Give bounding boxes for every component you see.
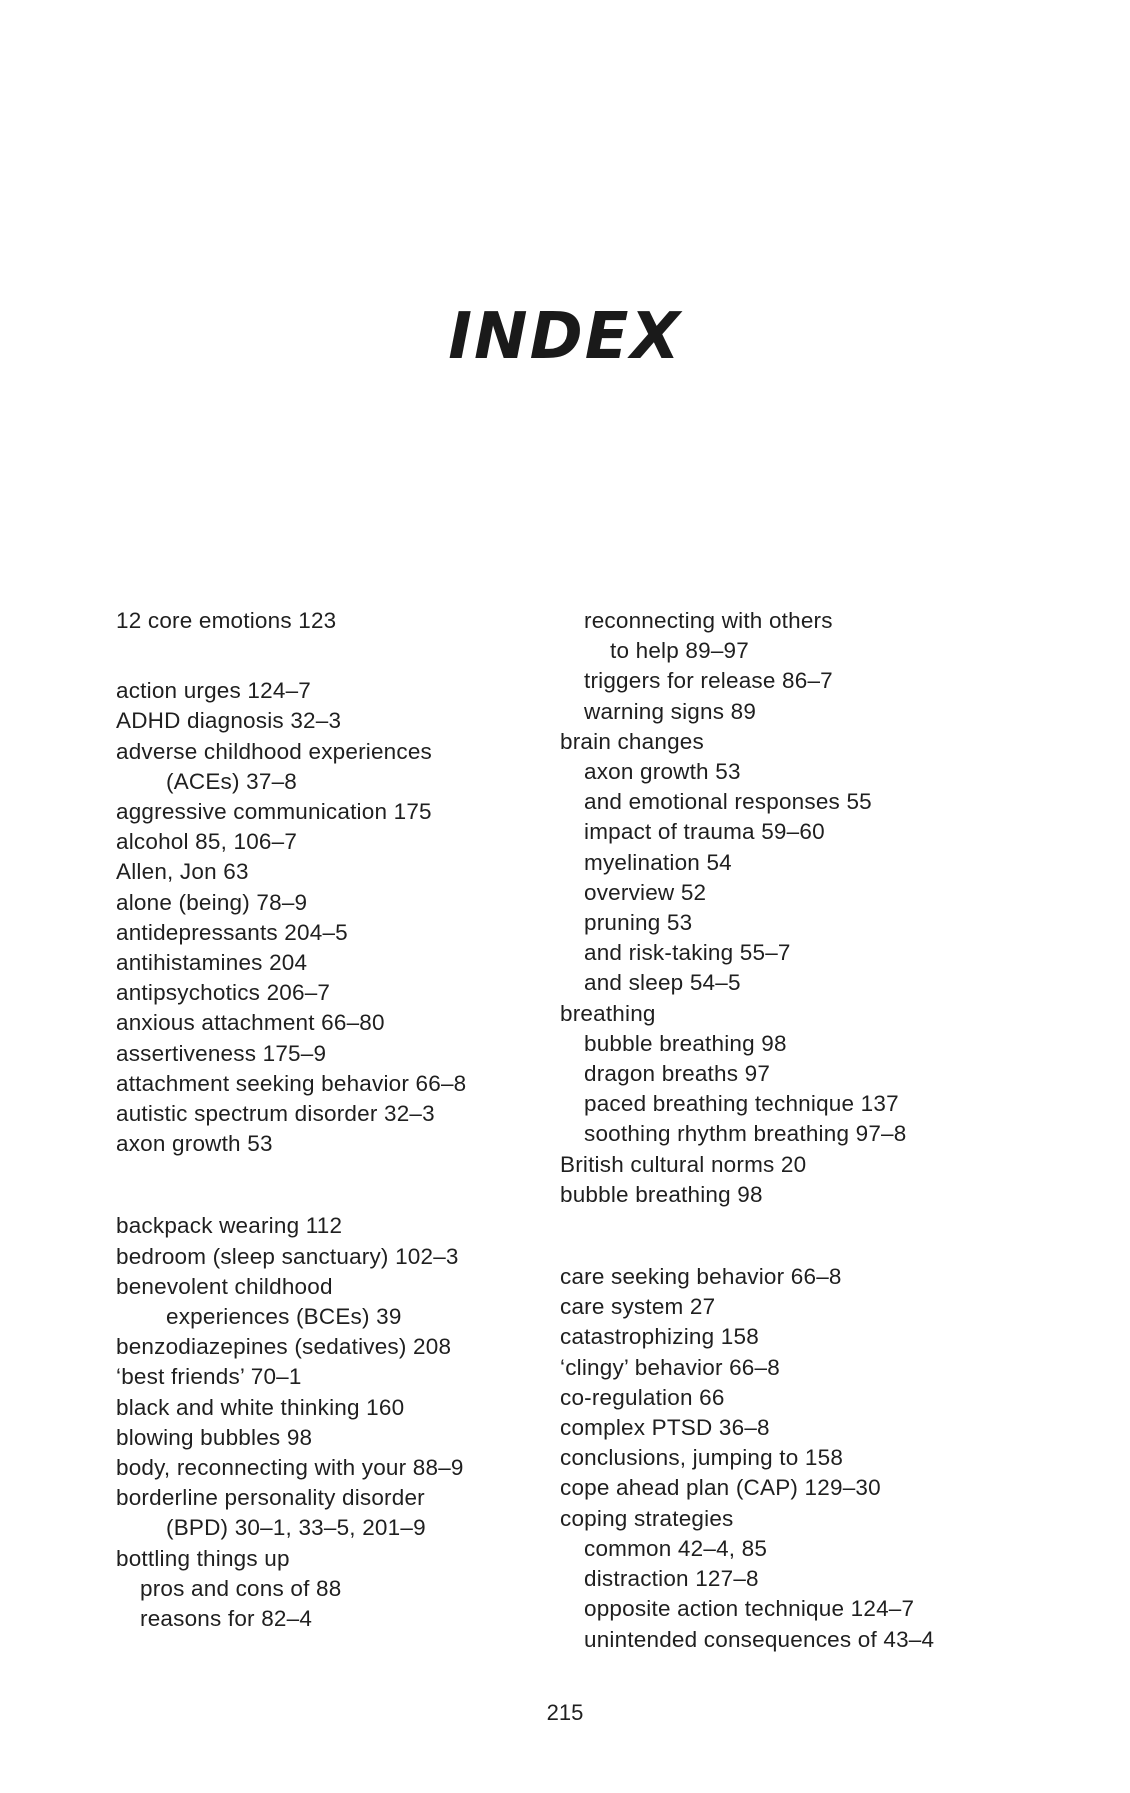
index-entry-continuation: (ACEs) 37–8	[166, 768, 298, 794]
index-subentry: and emotional responses 55	[584, 789, 872, 815]
index-entry: bedroom (sleep sanctuary) 102–3	[116, 1243, 459, 1269]
index-entry: ‘clingy’ behavior 66–8	[560, 1354, 780, 1380]
index-entry: brain changes	[560, 728, 704, 754]
index-entry: body, reconnecting with your 88–9	[116, 1455, 464, 1481]
index-entry-continuation: to help 89–97	[610, 638, 749, 664]
index-entry: 12 core emotions 123	[116, 608, 337, 633]
index-entry: Allen, Jon 63	[116, 859, 249, 885]
index-subentry: paced breathing technique 137	[584, 1091, 899, 1117]
index-entry: antihistamines 204	[116, 950, 308, 976]
index-entry: aggressive communication 175	[116, 799, 432, 825]
index-entry: bubble breathing 98	[560, 1181, 763, 1207]
index-subentry: axon growth 53	[584, 759, 741, 785]
index-subentry: and sleep 54–5	[584, 970, 741, 996]
index-entry: alcohol 85, 106–7	[116, 829, 298, 855]
index-entry: bottling things up	[116, 1545, 290, 1571]
index-entry: blowing bubbles 98	[116, 1424, 313, 1450]
index-entry: ADHD diagnosis 32–3	[116, 708, 342, 734]
index-entry: autistic spectrum disorder 32–3	[116, 1101, 435, 1127]
index-entry: co-regulation 66	[560, 1384, 725, 1410]
index-subentry: reconnecting with others	[584, 608, 833, 633]
index-column-right	[560, 606, 1040, 1655]
index-column-left	[116, 606, 596, 1634]
index-entry: cope ahead plan (CAP) 129–30	[560, 1475, 881, 1501]
index-subentry: reasons for 82–4	[140, 1606, 313, 1632]
section-gap	[116, 636, 596, 676]
page-title: INDEX	[448, 300, 682, 374]
index-entry: care system 27	[560, 1294, 716, 1320]
index-subentry: soothing rhythm breathing 97–8	[584, 1121, 907, 1147]
index-entry: British cultural norms 20	[560, 1151, 807, 1177]
index-subentry: myelination 54	[584, 849, 732, 875]
index-subentry: bubble breathing 98	[584, 1030, 787, 1056]
index-subentry: overview 52	[584, 879, 707, 905]
index-entry: breathing	[560, 1000, 656, 1026]
index-subentry: pruning 53	[584, 910, 693, 936]
index-entry: care seeking behavior 66–8	[560, 1264, 842, 1290]
index-entry: action urges 124–7	[116, 678, 311, 704]
index-entry: coping strategies	[560, 1505, 734, 1531]
section-gap	[560, 1210, 1040, 1262]
index-entry: assertiveness 175–9	[116, 1040, 327, 1066]
index-entry: ‘best friends’ 70–1	[116, 1364, 302, 1390]
index-entry: alone (being) 78–9	[116, 889, 308, 915]
page-number: 215	[546, 1700, 584, 1725]
index-subentry: dragon breaths 97	[584, 1061, 771, 1087]
index-entry: benevolent childhood	[116, 1273, 333, 1299]
index-subentry: distraction 127–8	[584, 1566, 759, 1592]
index-subentry: and risk-taking 55–7	[584, 940, 791, 966]
index-entry: backpack wearing 112	[116, 1213, 343, 1239]
index-entry: axon growth 53	[116, 1131, 273, 1157]
index-entry: complex PTSD 36–8	[560, 1415, 770, 1441]
index-entry: black and white thinking 160	[116, 1394, 405, 1420]
index-entry: antidepressants 204–5	[116, 919, 348, 945]
index-subentry: unintended consequences of 43–4	[584, 1626, 935, 1652]
index-subentry: impact of trauma 59–60	[584, 819, 825, 845]
index-entry: adverse childhood experiences	[116, 738, 432, 764]
index-entry: antipsychotics 206–7	[116, 980, 331, 1006]
index-subentry: triggers for release 86–7	[584, 668, 833, 694]
index-entry: catastrophizing 158	[560, 1324, 759, 1350]
index-subentry: warning signs 89	[584, 698, 757, 724]
section-gap	[116, 1159, 596, 1211]
index-subentry: opposite action technique 124–7	[584, 1596, 915, 1622]
index-entry: attachment seeking behavior 66–8	[116, 1070, 467, 1096]
index-subentry: pros and cons of 88	[140, 1575, 342, 1601]
index-entry: benzodiazepines (sedatives) 208	[116, 1334, 452, 1360]
index-entry-continuation: (BPD) 30–1, 33–5, 201–9	[166, 1515, 426, 1541]
index-subentry: common 42–4, 85	[584, 1535, 768, 1561]
index-entry: borderline personality disorder	[116, 1485, 425, 1511]
index-entry: conclusions, jumping to 158	[560, 1445, 844, 1471]
index-entry-continuation: experiences (BCEs) 39	[166, 1304, 402, 1330]
index-entry: anxious attachment 66–80	[116, 1010, 385, 1036]
